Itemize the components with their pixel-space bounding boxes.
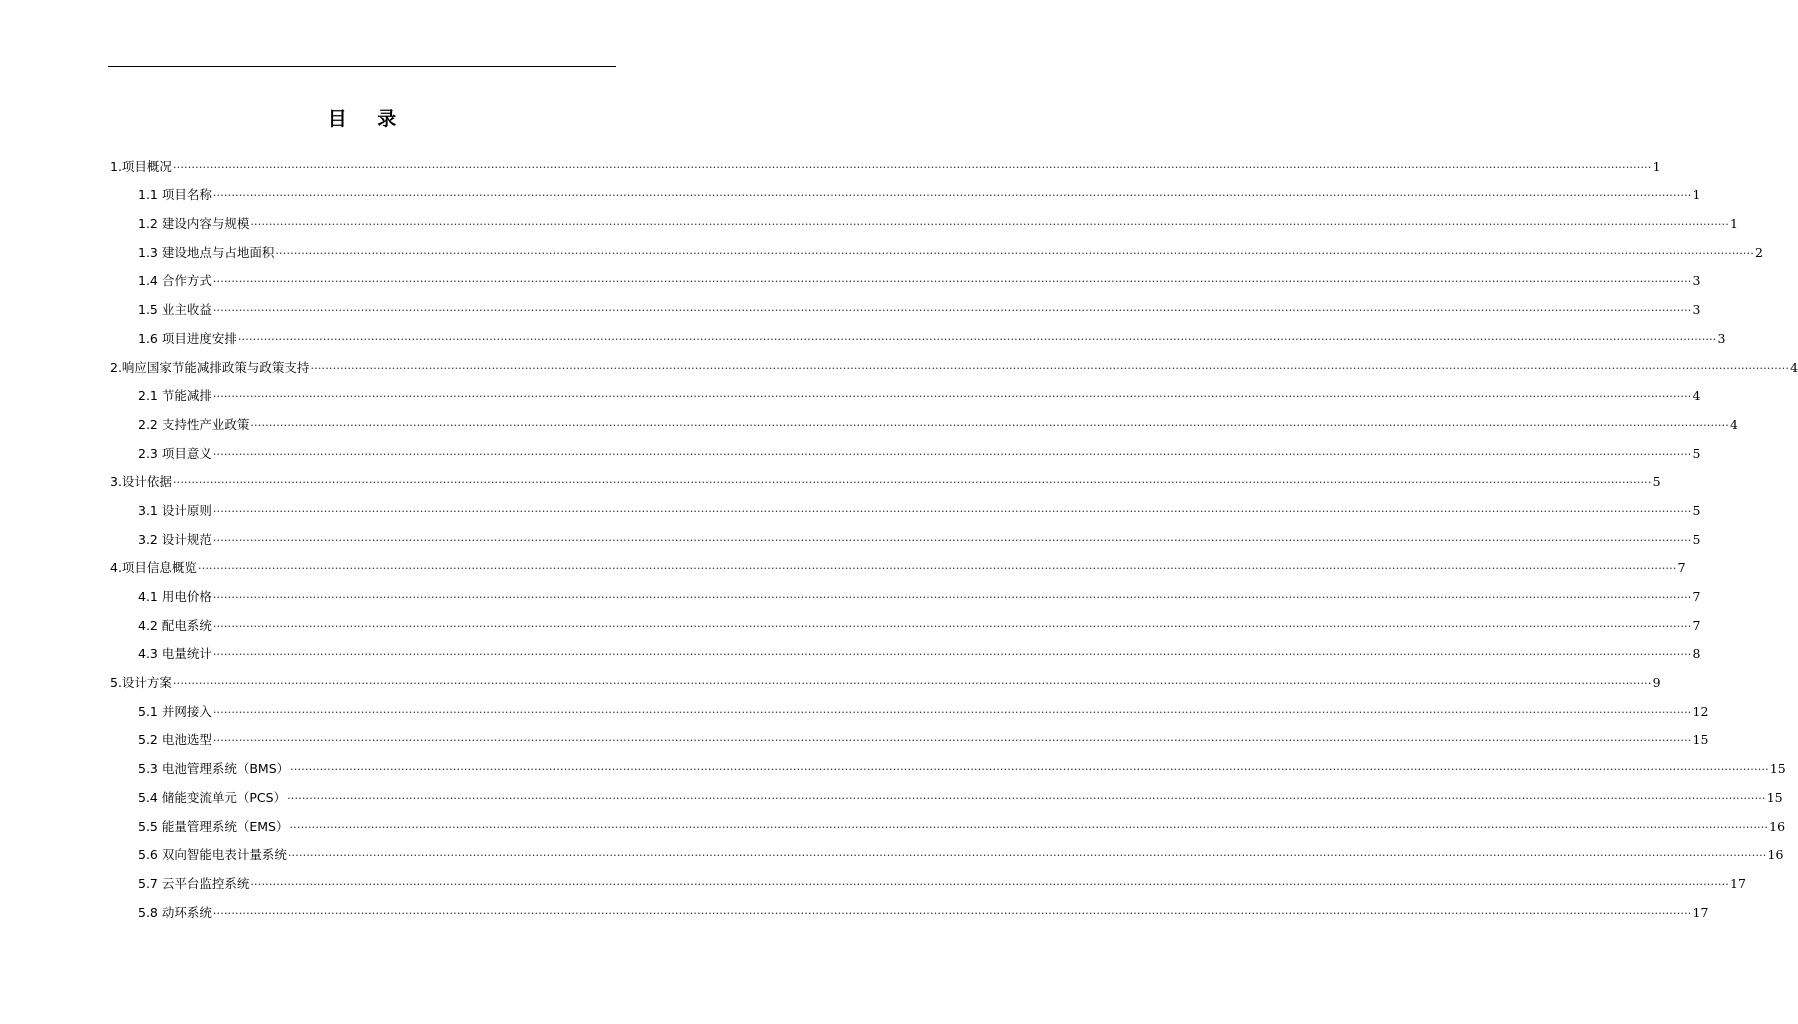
toc-entry-page-number: 5: [1692, 445, 1701, 461]
toc-entry-page-number: 5: [1652, 474, 1661, 490]
toc-dot-leader: ................................................................................................................................................................................................................................................................................................................................................................................................................: [287, 846, 1767, 860]
toc-entry-label: 4.3 电量统计: [138, 646, 212, 662]
toc-entry-label: 5.8 动环系统: [138, 904, 212, 920]
toc-dot-leader: ................................................................................................................................................................................................................................................................................................................................................................................................................: [212, 645, 1692, 659]
toc-entry-label: 3.1 设计原则: [138, 502, 212, 518]
toc-entry[interactable]: [110, 723, 1709, 752]
toc-entry-label: 5.6 双向智能电表计量系统: [138, 847, 287, 863]
toc-entry-label: 1.项目概况: [110, 158, 172, 174]
toc-dot-leader: ................................................................................................................................................................................................................................................................................................................................................................................................................: [172, 157, 1652, 171]
toc-entry-label: 1.5 业主收益: [138, 302, 212, 318]
toc-entry-page-number: 17: [1692, 904, 1709, 920]
toc-entry-label: 1.2 建设内容与规模: [138, 216, 250, 232]
toc-entry-page-number: 5: [1692, 502, 1701, 518]
toc-entry-page-number: 9: [1652, 675, 1661, 691]
toc-dot-leader: ................................................................................................................................................................................................................................................................................................................................................................................................................: [197, 559, 1677, 573]
toc-entry-page-number: 7: [1677, 560, 1686, 576]
toc-entry[interactable]: [110, 292, 1701, 321]
toc-entry[interactable]: [110, 551, 1686, 580]
toc-dot-leader: ................................................................................................................................................................................................................................................................................................................................................................................................................: [212, 702, 1692, 716]
toc-entry-label: 1.4 合作方式: [138, 273, 212, 289]
toc-entry-page-number: 7: [1692, 589, 1701, 604]
toc-dot-leader: ................................................................................................................................................................................................................................................................................................................................................................................................................: [172, 473, 1652, 487]
toc-entry[interactable]: [110, 493, 1701, 522]
toc-dot-leader: ................................................................................................................................................................................................................................................................................................................................................................................................................: [212, 616, 1692, 630]
toc-entry-label: 1.3 建设地点与占地面积: [138, 244, 275, 260]
toc-entry[interactable]: [110, 522, 1701, 551]
toc-entry[interactable]: [110, 436, 1701, 465]
toc-entry-page-number: 1: [1730, 216, 1738, 232]
toc-dot-leader: ................................................................................................................................................................................................................................................................................................................................................................................................................: [212, 903, 1692, 917]
toc-entry[interactable]: [110, 149, 1661, 178]
toc-entry-page-number: 2: [1755, 244, 1763, 260]
toc-entry[interactable]: [110, 694, 1709, 723]
toc-dot-leader: ................................................................................................................................................................................................................................................................................................................................................................................................................: [290, 760, 1769, 774]
toc-entry[interactable]: [110, 637, 1701, 666]
toc-entry-page-number: 4: [1692, 388, 1701, 404]
toc-entry-page-number: 17: [1730, 875, 1746, 891]
toc-entry-label: 2.2 支持性产业政策: [138, 416, 250, 432]
toc-entry-page-number: 8: [1692, 646, 1701, 662]
toc-entry-page-number: 1: [1652, 158, 1661, 174]
toc-entry-label: 5.设计方案: [110, 675, 172, 691]
toc-entry-page-number: 15: [1769, 761, 1786, 777]
toc-entry-label: 2.1 节能减排: [138, 388, 212, 404]
toc-entry[interactable]: [110, 178, 1701, 207]
toc-entry[interactable]: [110, 321, 1726, 350]
toc-entry-page-number: 15: [1692, 732, 1709, 748]
toc-entry-label: 5.4 储能变流单元（PCS）: [138, 789, 287, 805]
toc-entry-page-number: 1: [1692, 187, 1701, 203]
toc-dot-leader: ................................................................................................................................................................................................................................................................................................................................................................................................................: [250, 874, 1729, 888]
toc-title: 目 录: [327, 108, 409, 130]
toc-dot-leader: ................................................................................................................................................................................................................................................................................................................................................................................................................: [212, 272, 1692, 286]
header-rule: [108, 66, 616, 67]
toc-dot-leader: ................................................................................................................................................................................................................................................................................................................................................................................................................: [287, 788, 1766, 802]
toc-entry[interactable]: [110, 751, 1786, 780]
toc-entry-page-number: 3: [1717, 330, 1726, 346]
toc-dot-leader: ................................................................................................................................................................................................................................................................................................................................................................................................................: [289, 817, 1769, 831]
toc-list: [110, 149, 1798, 924]
toc-entry-label: 1.1 项目名称: [138, 187, 212, 203]
toc-dot-leader: ................................................................................................................................................................................................................................................................................................................................................................................................................: [237, 329, 1717, 343]
toc-dot-leader: ................................................................................................................................................................................................................................................................................................................................................................................................................: [212, 501, 1692, 515]
toc-dot-leader: ................................................................................................................................................................................................................................................................................................................................................................................................................: [275, 243, 1754, 257]
toc-entry-page-number: 4: [1790, 359, 1798, 375]
toc-entry[interactable]: [110, 895, 1709, 924]
toc-entry[interactable]: [110, 407, 1738, 436]
toc-dot-leader: ................................................................................................................................................................................................................................................................................................................................................................................................................: [310, 358, 1790, 372]
toc-entry-page-number: 12: [1692, 703, 1709, 719]
toc-entry-label: 4.2 配电系统: [138, 617, 212, 633]
toc-entry[interactable]: [110, 866, 1746, 895]
toc-entry-label: 5.2 电池选型: [138, 732, 212, 748]
toc-entry[interactable]: [110, 379, 1701, 408]
toc-dot-leader: ................................................................................................................................................................................................................................................................................................................................................................................................................: [212, 444, 1692, 458]
toc-entry-label: 5.1 并网接入: [138, 703, 212, 719]
toc-entry-label: 4.1 用电价格: [138, 589, 212, 604]
toc-entry[interactable]: [110, 780, 1783, 809]
toc-entry-label: 3.2 设计规范: [138, 531, 212, 547]
toc-entry[interactable]: [110, 608, 1701, 637]
toc-entry[interactable]: [110, 465, 1661, 494]
toc-entry[interactable]: [110, 838, 1784, 867]
toc-entry-page-number: 16: [1767, 847, 1784, 863]
toc-entry[interactable]: [110, 206, 1738, 235]
toc-entry[interactable]: [110, 579, 1701, 608]
toc-entry-label: 2.3 项目意义: [138, 445, 212, 461]
toc-entry-page-number: 3: [1692, 302, 1701, 318]
toc-entry-page-number: 3: [1692, 273, 1701, 289]
toc-entry[interactable]: [110, 350, 1798, 379]
toc-dot-leader: ................................................................................................................................................................................................................................................................................................................................................................................................................: [172, 674, 1652, 688]
toc-entry-page-number: 5: [1692, 531, 1701, 547]
toc-entry-label: 5.3 电池管理系统（BMS）: [138, 761, 290, 777]
toc-entry-label: 1.6 项目进度安排: [138, 330, 237, 346]
toc-entry[interactable]: [110, 235, 1763, 264]
toc-entry-page-number: 15: [1766, 789, 1783, 805]
toc-dot-leader: ................................................................................................................................................................................................................................................................................................................................................................................................................: [212, 186, 1692, 200]
toc-entry-page-number: 4: [1730, 416, 1738, 432]
toc-dot-leader: ................................................................................................................................................................................................................................................................................................................................................................................................................: [250, 415, 1729, 429]
toc-entry-label: 5.7 云平台监控系统: [138, 875, 250, 891]
toc-dot-leader: ................................................................................................................................................................................................................................................................................................................................................................................................................: [212, 301, 1692, 315]
toc-entry-page-number: 7: [1692, 617, 1701, 633]
toc-entry-page-number: 16: [1769, 818, 1786, 834]
toc-entry[interactable]: [110, 809, 1786, 838]
toc-dot-leader: ................................................................................................................................................................................................................................................................................................................................................................................................................: [212, 588, 1692, 601]
toc-entry-label: 3.设计依据: [110, 474, 172, 490]
toc-entry[interactable]: [110, 264, 1701, 293]
toc-dot-leader: ................................................................................................................................................................................................................................................................................................................................................................................................................: [212, 530, 1692, 544]
toc-dot-leader: ................................................................................................................................................................................................................................................................................................................................................................................................................: [250, 215, 1729, 229]
toc-dot-leader: ................................................................................................................................................................................................................................................................................................................................................................................................................: [212, 387, 1692, 401]
toc-entry-label: 5.5 能量管理系统（EMS）: [138, 818, 289, 834]
toc-dot-leader: ................................................................................................................................................................................................................................................................................................................................................................................................................: [212, 731, 1692, 745]
toc-entry[interactable]: [110, 665, 1661, 694]
toc-entry-label: 2.响应国家节能减排政策与政策支持: [110, 359, 310, 375]
toc-entry-label: 4.项目信息概览: [110, 560, 197, 576]
